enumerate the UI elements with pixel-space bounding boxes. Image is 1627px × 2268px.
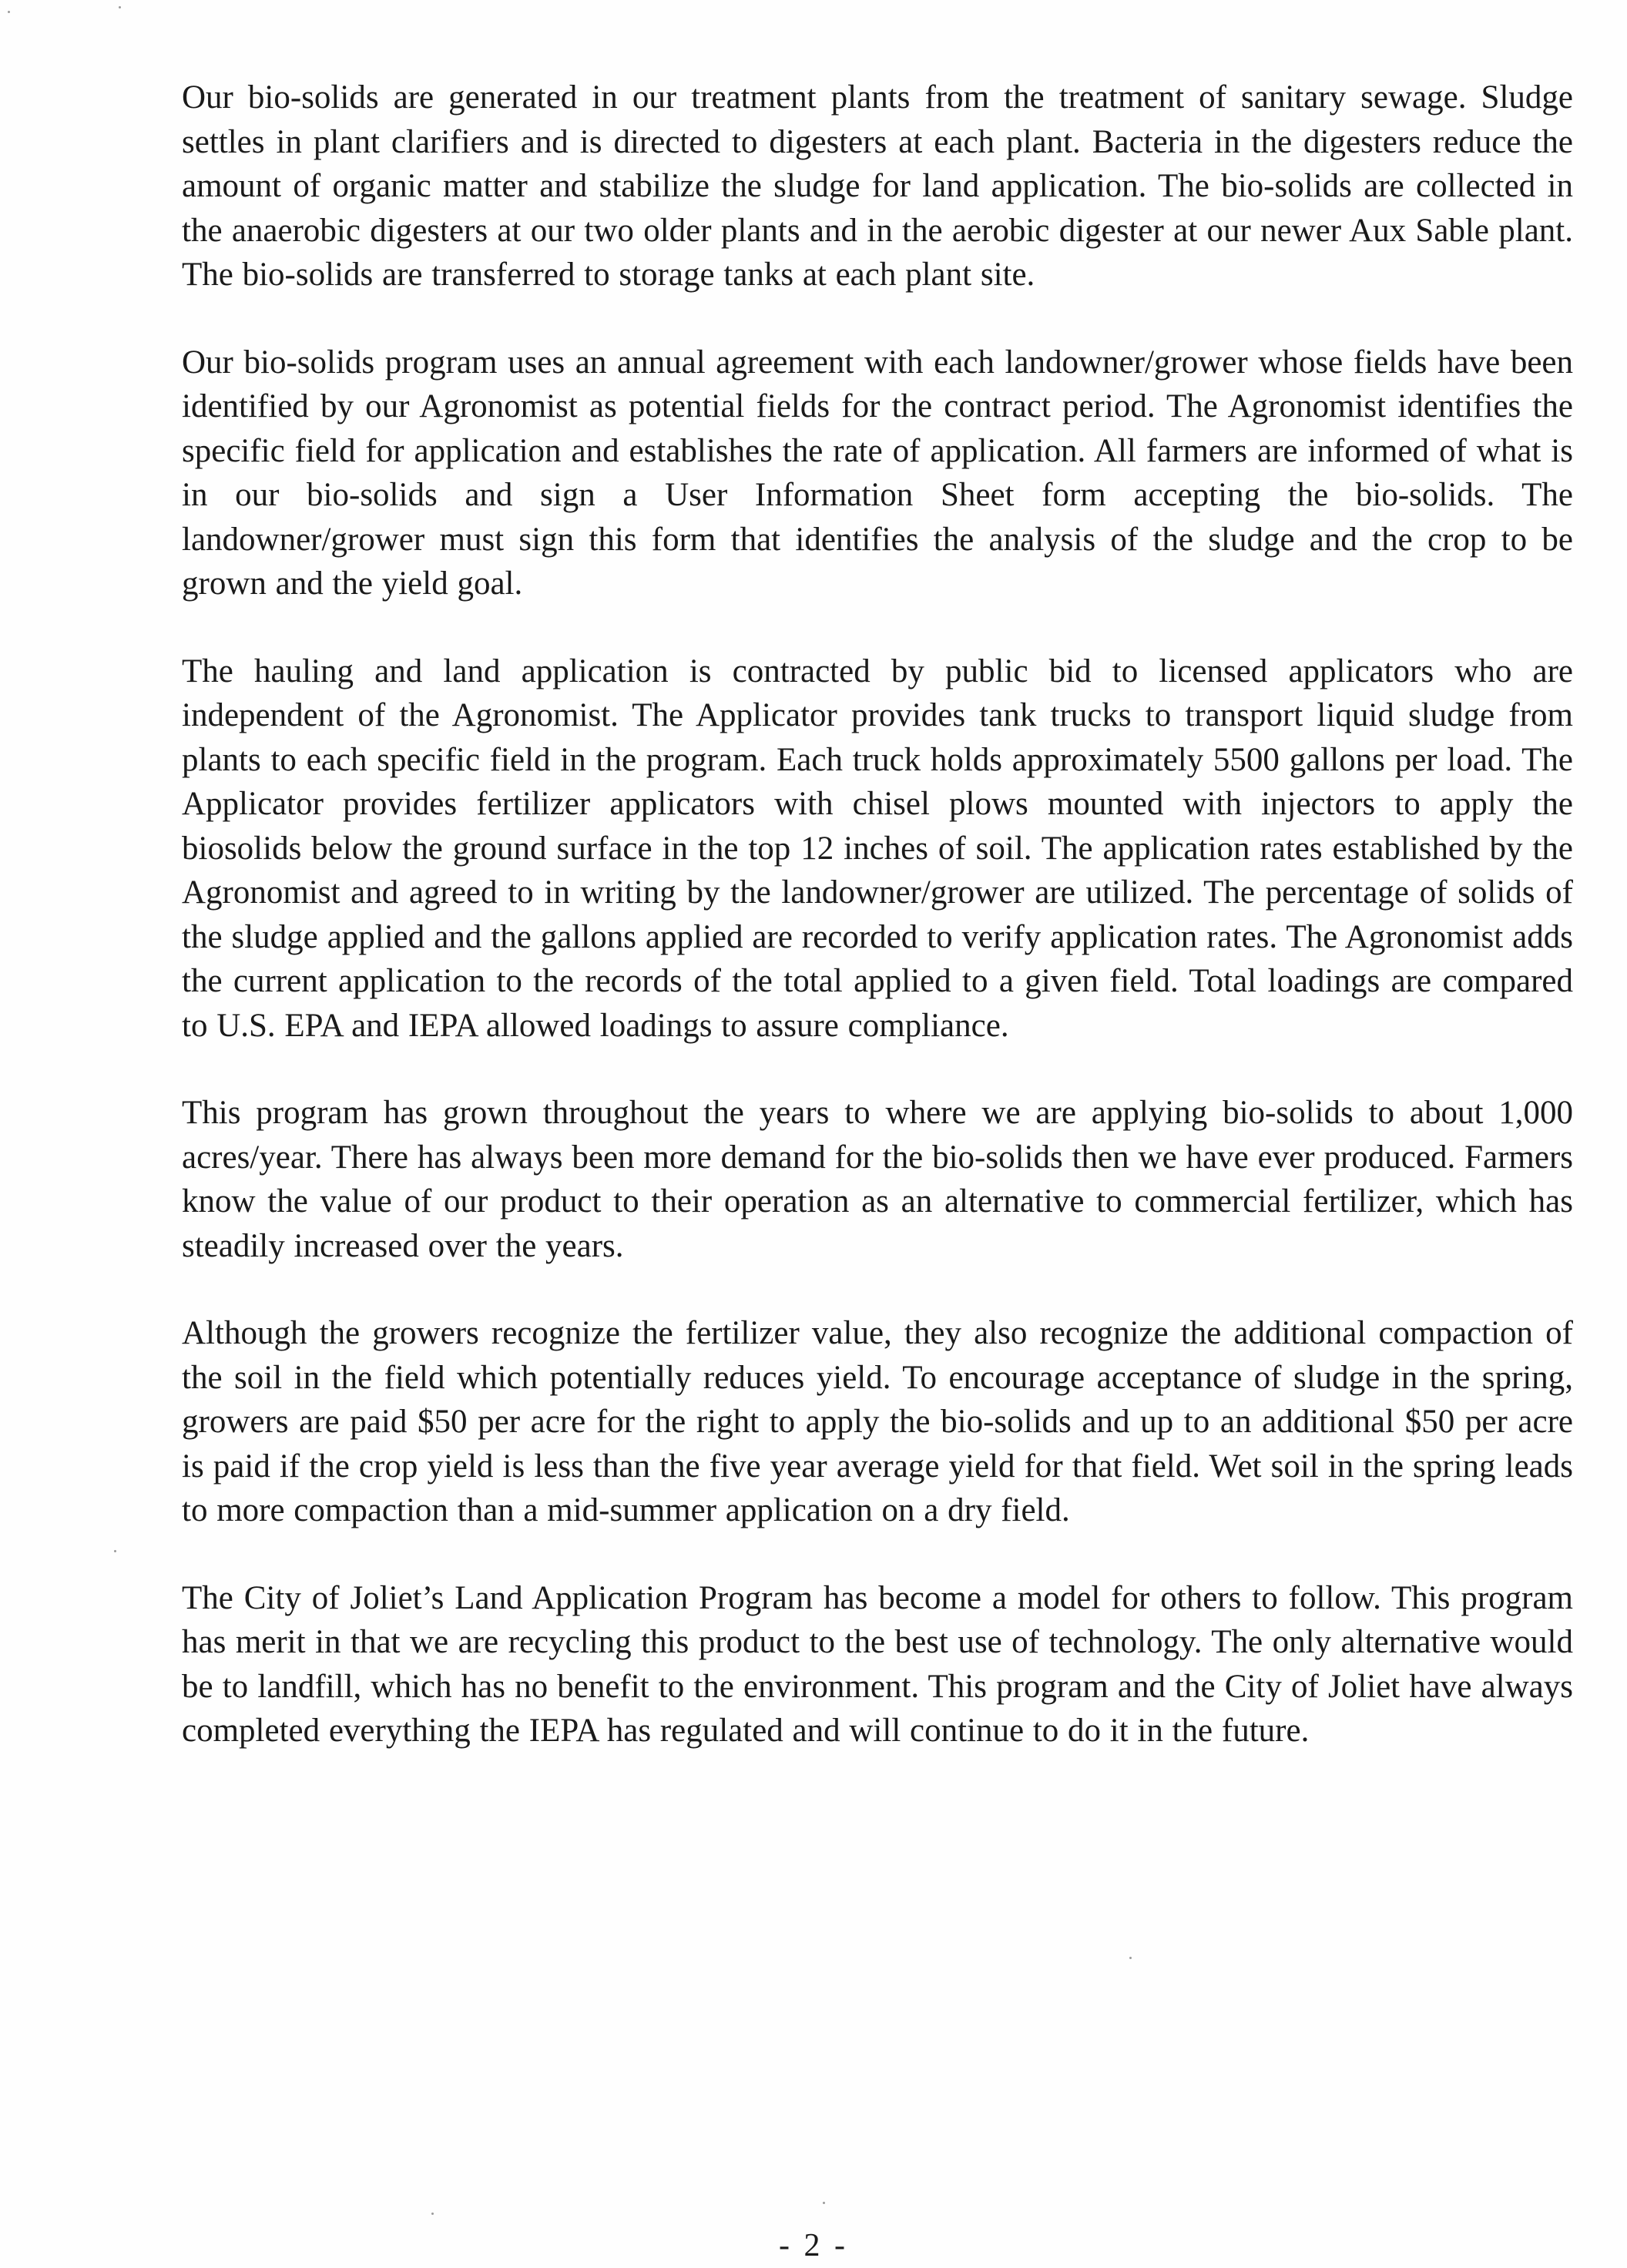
paragraph-grower-compaction: Although the growers recognize the fertilizer value, they also recognize the additional compaction of the soil in the field which potentially reduces yield. To encourage acceptance of sludge in the spring, growers are paid $50 per acre for the right to apply the bio-solids and up to an additional $50 per acre is paid if the crop yield is less than the five year average yield for that field. Wet soil in the spring leads to more compaction than a mid-summer application on a dry field. <box>182 1315 1573 1528</box>
paragraph-program-agreement: Our bio-solids program uses an annual agreement with each landowner/grower whose fields have been identified by our Agronomist as potential fields for the contract period. The Agronomist identifies the specific field for application and establishes the rate of application. All farmers are informed of what is in our bio-solids and sign a User Information Sheet form accepting the bio-solids. The landowner/grower must sign this form that identifies the analysis of the sludge and the crop to be grown and the yield goal. <box>182 344 1573 602</box>
scan-speck <box>823 2202 825 2204</box>
page-number: - 2 - <box>779 2228 848 2263</box>
scan-speck <box>1129 1957 1132 1959</box>
scan-speck <box>8 11 10 13</box>
body-text <box>182 75 1573 1753</box>
paragraph-program-growth: This program has grown throughout the years to where we are applying bio-solids to about 1,000 acres/year. There has always been more demand for the bio-solids then we have ever produced. Farmers know the value of our product to their operation as an alternative to commercial fertilizer, which has steadily increased over the years. <box>182 1095 1573 1264</box>
paragraph-hauling-application: The hauling and land application is contracted by public bid to licensed applicators who are independent of the Agronomist. The Applicator provides tank trucks to transport liquid sludge from plants to each specific field in the program. Each truck holds approximately 5500 gallons per load. The Applicator provides fertilizer applicators with chisel plows mounted with injectors to apply the biosolids below the ground surface in the top 12 inches of soil. The application rates established by the Agronomist and agreed to in writing by the landowner/grower are utilized. The percentage of solids of the sludge applied and the gallons applied are recorded to verify application rates. The Agronomist adds the current application to the records of the total applied to a given field. Total loadings are compared to U.S. EPA and IEPA allowed loadings to assure compliance. <box>182 653 1573 1044</box>
scan-speck <box>114 1550 116 1552</box>
scan-speck <box>119 6 121 8</box>
paragraph-biosolids-generation: Our bio-solids are generated in our treatment plants from the treatment of sanitary sewage. Sludge settles in plant clarifiers and is directed to digesters at each plant. Bacteria in the digesters reduce the amount of organic matter and stabilize the sludge for land application. The bio-solids are collected in the anaerobic digesters at our two older plants and in the aerobic digester at our newer Aux Sable plant. The bio-solids are transferred to storage tanks at each plant site. <box>182 79 1573 293</box>
scan-speck <box>431 2213 434 2215</box>
paragraph-program-model: The City of Joliet’s Land Application Program has become a model for others to follow. This program has merit in that we are recycling this product to the best use of technology. The only alternative would be to landfill, which has no benefit to the environment. This program and the City of Joliet have always completed everything the IEPA has regulated and will continue to do it in the future. <box>182 1579 1573 1749</box>
